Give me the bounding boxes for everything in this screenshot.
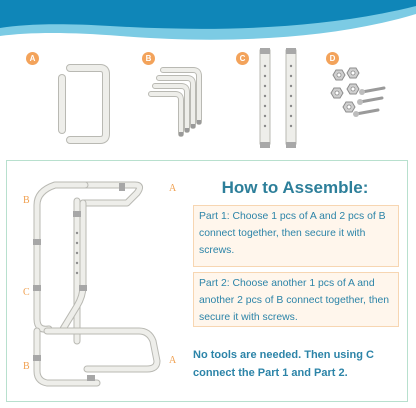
diagram-label-b-bottom: B (23, 361, 30, 372)
step-2-text: Part 2: Choose another 1 pcs of A and another 2 pcs of B connect together, then secure it with screws. (193, 272, 399, 327)
assembly-heading: How to Assemble: (221, 178, 369, 197)
final-note: No tools are needed. Then using C connect the Part 1 and Part 2. (193, 349, 374, 379)
part-d-badge: D (326, 52, 339, 65)
diagram-label-c: C (23, 287, 30, 298)
diagram-label-a-bottom: A (169, 355, 177, 366)
screws-icon (330, 66, 390, 122)
bent-legs-icon (145, 60, 225, 140)
assembly-panel (6, 160, 408, 402)
part-c-badge: C (236, 52, 249, 65)
step-1-text: Part 1: Choose 1 pcs of A and 2 pcs of B connect together, then secure it with screws. (193, 205, 399, 267)
u-frame-icon (40, 60, 120, 152)
diagram-label-a-top: A (169, 183, 177, 194)
part-a-badge: A (26, 52, 39, 65)
assembled-frame-illustration (7, 161, 187, 401)
header-wave-decoration (0, 0, 416, 48)
adjustable-tubes-icon (255, 44, 305, 152)
diagram-label-b-top: B (23, 195, 30, 206)
part-b-badge: B (142, 52, 155, 65)
